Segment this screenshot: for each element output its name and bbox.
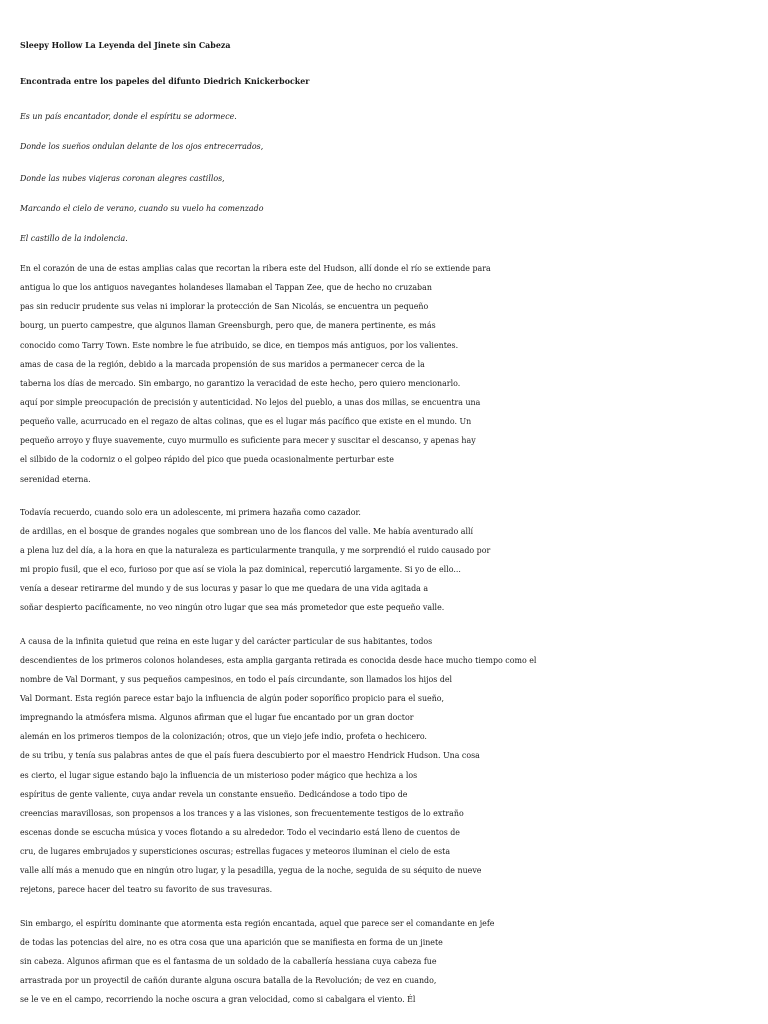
document-title: Sleepy Hollow La Leyenda del Jinete sin Cabeza: [20, 41, 231, 50]
text-line: bourg, un puerto campestre, que algunos llaman Greensburgh, pero que, de manera pertinente, es más: [20, 321, 436, 331]
text-line: sin cabeza. Algunos afirman que es el fantasma de un soldado de la caballería hessiana cuya cabeza fue: [20, 956, 437, 966]
text-line: arrastrada por un proyectil de cañón durante alguna oscura batalla de la Revolución; de vez en cuando,: [20, 975, 437, 985]
text-line: taberna los días de mercado. Sin embargo, no garantizo la veracidad de este hecho, pero quiero mencionarlo.: [20, 378, 461, 388]
text-line: a plena luz del día, a la hora en que la naturaleza es particularmente tranquila, y me sorprendió el ruido causado por: [20, 545, 491, 555]
paragraph-1: [20, 259, 768, 489]
text-line: escenas donde se escucha música y voces flotando a su alrededor. Todo el vecindario está lleno de cuentos de: [20, 827, 460, 837]
text-line: soñar despierto pacíficamente, no veo ningún otro lugar que sea más prometedor que este pequeño valle.: [20, 603, 445, 613]
verse-line: Donde las nubes viajeras coronan alegres castillos,: [20, 174, 225, 183]
text-line: En el corazón de una de estas amplias calas que recortan la ribera este del Hudson, allí donde el río se extiende para: [20, 264, 491, 273]
text-line: pas sin reducir prudente sus velas ni implorar la protección de San Nicolás, se encuentra un pequeño: [20, 302, 429, 312]
text-line: descendientes de los primeros colonos holandeses, esta amplia garganta retirada es conocida desde hace mucho tiempo como el: [20, 655, 537, 665]
verse-line: Donde los sueños ondulan delante de los ojos entrecerrados,: [20, 142, 264, 151]
text-line: valle allí más a menudo que en ningún otro lugar, y la pesadilla, yegua de la noche, seguida de su séquito de nueve: [20, 866, 482, 876]
verse-line: El castillo de la indolencia.: [20, 234, 128, 243]
text-line: de todas las potencias del aire, no es otra cosa que una aparición que se manifiesta en forma de un jinete: [20, 937, 443, 947]
text-line: impregnando la atmósfera misma. Algunos afirman que el lugar fue encantado por un gran doctor: [20, 713, 414, 723]
text-line: es cierto, el lugar sigue estando bajo la influencia de un misterioso poder mágico que hechiza a los: [20, 770, 418, 780]
text-line: venía a desear retirarme del mundo y de sus locuras y pasar lo que me quedara de una vida agitada a: [20, 584, 429, 594]
text-line: aquí por simple preocupación de precisión y autenticidad. No lejos del pueblo, a unas dos millas, se encuentra una: [20, 397, 481, 407]
text-line: antigua lo que los antiguos navegantes holandeses llamaban el Tappan Zee, que de hecho no cruzaban: [20, 283, 432, 293]
document-page: [20, 38, 768, 1009]
text-line: rejetons, parece hacer del teatro su favorito de sus travesuras.: [20, 885, 273, 895]
text-line: mi propio fusil, que el eco, furioso por que así se viola la paz dominical, repercutió largamente. Si yo de ello...: [20, 565, 461, 575]
text-line: nombre de Val Dormant, y sus pequeños campesinos, en todo el país circundante, son llamados los hijos del: [20, 674, 453, 684]
document-subtitle: Encontrada entre los papeles del difunto Diedrich Knickerbocker: [20, 77, 310, 86]
text-line: Todavía recuerdo, cuando solo era un adolescente, mi primera hazaña como cazador.: [20, 507, 361, 517]
text-line: espíritus de gente valiente, cuya andar revela un constante ensueño. Dedicándose a todo tipo de: [20, 789, 408, 799]
text-line: Sin embargo, el espíritu dominante que atormenta esta región encantada, aquel que parece ser el comandante en jefe: [20, 918, 495, 928]
verse-line: Es un país encantador, donde el espíritu se adormece.: [20, 112, 237, 121]
paragraph-2: [20, 503, 768, 618]
text-line: pequeño arroyo y fluye suavemente, cuyo murmullo es suficiente para mecer y suscitar el descanso, y apenas hay: [20, 436, 476, 446]
text-line: se le ve en el campo, recorriendo la noche oscura a gran velocidad, como si cabalgara el viento. Él: [20, 995, 416, 1005]
text-line: cru, de lugares embrujados y supersticiones oscuras; estrellas fugaces y meteoros iluminan el cielo de esta: [20, 847, 451, 857]
text-line: pequeño valle, acurrucado en el regazo de altas colinas, que es el lugar más pacífico que existe en el mundo. Un: [20, 417, 472, 427]
text-line: serenidad eterna.: [20, 474, 91, 484]
verse-line: Marcando el cielo de verano, cuando su vuelo ha comenzado: [20, 204, 264, 213]
verse-block: [20, 109, 768, 248]
text-line: de ardillas, en el bosque de grandes nogales que sombrean uno de los flancos del valle. Me había aventurado allí: [20, 526, 474, 536]
text-line: Val Dormant. Esta región parece estar bajo la influencia de algún poder soporífico propicio para el sueño,: [20, 693, 445, 703]
text-line: alemán en los primeros tiempos de la colonización; otros, que un viejo jefe indio, profeta o hechicero.: [20, 732, 427, 742]
text-line: amas de casa de la región, debido a la marcada propensión de sus maridos a permanecer cerca de la: [20, 359, 425, 369]
paragraph-3: [20, 632, 768, 900]
paragraph-4: [20, 914, 768, 1010]
text-line: el silbido de la codorniz o el golpeo rápido del pico que pueda ocasionalmente perturbar este: [20, 455, 394, 465]
text-line: de su tribu, y tenía sus palabras antes de que el país fuera descubierto por el maestro Hendrick Hudson. Una cosa: [20, 751, 480, 761]
text-line: A causa de la infinita quietud que reina en este lugar y del carácter particular de sus habitantes, todos: [20, 636, 433, 646]
text-line: conocido como Tarry Town. Este nombre le fue atribuido, se dice, en tiempos más antiguos, por los valientes.: [20, 340, 459, 350]
text-line: creencias maravillosas, son propensos a los trances y a las visiones, son frecuentemente testigos de lo extraño: [20, 808, 464, 818]
